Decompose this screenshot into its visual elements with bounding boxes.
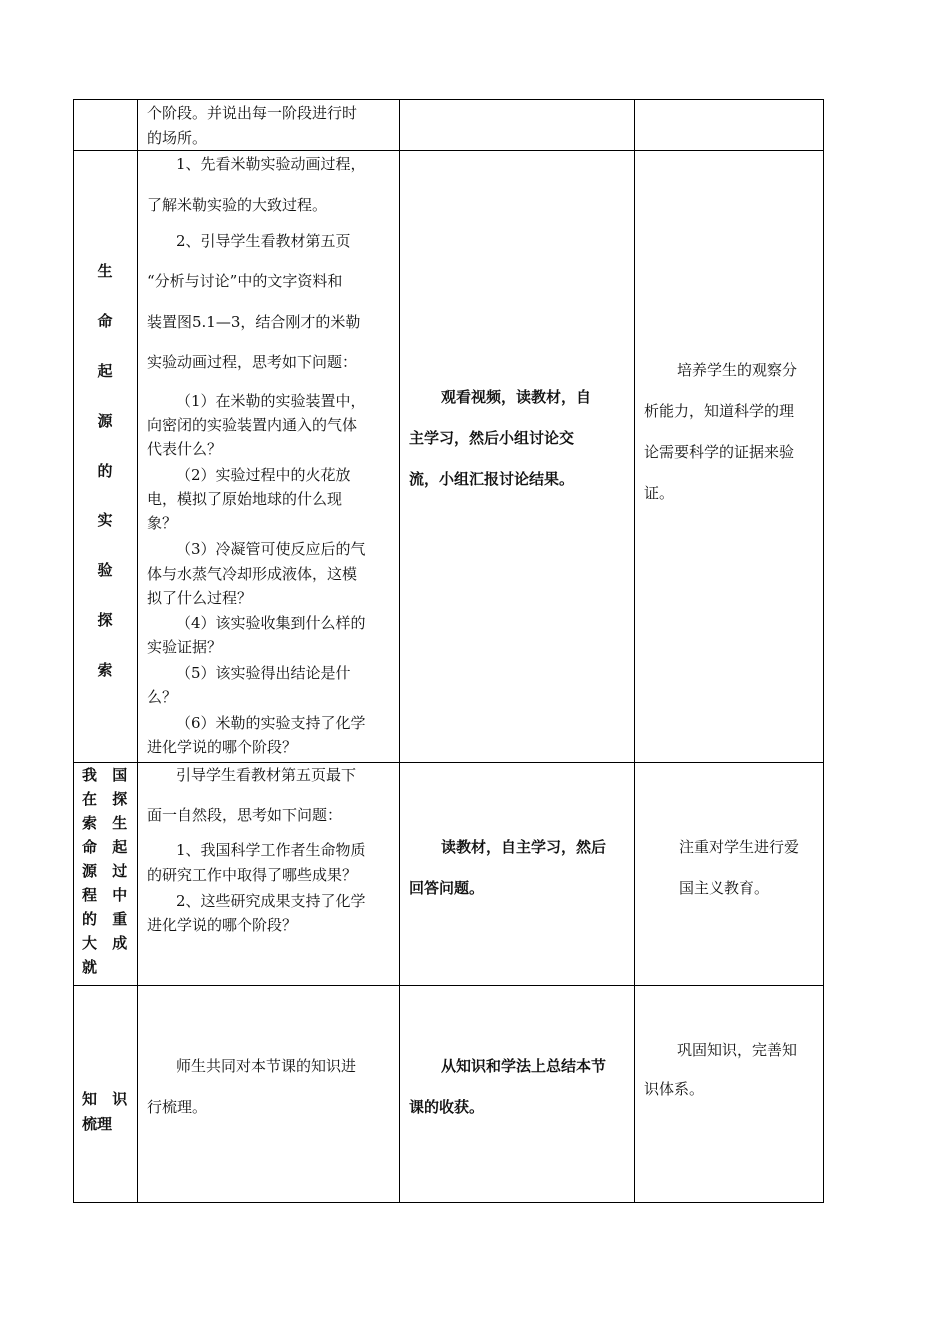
- row2-student-line: 读教材，自主学习，然后: [441, 838, 607, 856]
- row1-stage-char: 探: [97, 611, 113, 629]
- row-divider-1: [73, 150, 824, 151]
- row1-intent-line: 论需要科学的证据来验: [644, 443, 795, 461]
- row2-activity-line: 进化学说的哪个阶段？: [147, 916, 298, 934]
- table-border-left: [73, 99, 74, 1203]
- row-divider-2: [73, 762, 824, 763]
- table-border-top: [73, 99, 824, 100]
- row2-stage-line: 大 成: [82, 934, 133, 952]
- table-border-bottom: [73, 1202, 824, 1203]
- row2-activity-line: 引导学生看教材第五页最下: [176, 766, 357, 784]
- row1-stage-char: 源: [97, 412, 113, 430]
- row1-student-line: 流，小组汇报讨论结果。: [409, 470, 575, 488]
- row2-student-line: 回答问题。: [409, 879, 485, 897]
- row3-intent-line: 巩固知识，完善知: [677, 1041, 798, 1059]
- row3-stage-line: 知 识: [82, 1090, 133, 1108]
- row1-activity-line: 实验证据？: [147, 638, 223, 656]
- row3-student-line: 课的收获。: [409, 1098, 485, 1116]
- row1-stage-char: 验: [97, 561, 113, 579]
- row2-activity-line: 1、我国科学工作者生命物质: [176, 841, 366, 859]
- row1-stage-char: 命: [97, 312, 113, 330]
- row2-stage-line: 源 过: [82, 862, 133, 880]
- row2-stage-line: 我 国: [82, 766, 133, 784]
- row1-activity-line: 象？: [147, 514, 178, 532]
- row1-activity-line: 了解米勒实验的大致过程。: [147, 196, 328, 214]
- row1-activity-line: 实验动画过程，思考如下问题：: [147, 353, 358, 371]
- row2-stage-line: 程 中: [82, 886, 133, 904]
- row0-activity-line: 的场所。: [147, 129, 208, 147]
- col-divider-3: [634, 99, 635, 1203]
- row2-stage-line: 的 重: [82, 910, 133, 928]
- row1-activity-line: 进化学说的哪个阶段？: [147, 738, 298, 756]
- row1-activity-line: 1、先看米勒实验动画过程，: [176, 155, 366, 173]
- row1-activity-line: （6）米勒的实验支持了化学: [176, 714, 366, 732]
- row1-activity-line: 2、引导学生看教材第五页: [176, 232, 351, 250]
- row1-activity-line: （5）该实验得出结论是什: [176, 664, 351, 682]
- row-divider-3: [73, 985, 824, 986]
- row1-intent-line: 培养学生的观察分: [677, 361, 798, 379]
- row2-activity-line: 的研究工作中取得了哪些成果？: [147, 866, 358, 884]
- row3-activity-line: 行梳理。: [147, 1098, 208, 1116]
- row1-activity-line: 体与水蒸气冷却形成液体，这模: [147, 565, 358, 583]
- row2-stage-line: 在 探: [82, 790, 133, 808]
- row3-intent-line: 识体系。: [644, 1080, 705, 1098]
- row1-activity-line: （3）冷凝管可使反应后的气: [176, 540, 366, 558]
- row1-activity-line: 么？: [147, 688, 178, 706]
- col-divider-2: [399, 99, 400, 1203]
- row1-student-line: 主学习，然后小组讨论交: [409, 429, 575, 447]
- row3-activity-line: 师生共同对本节课的知识进: [176, 1057, 357, 1075]
- row1-activity-line: （1）在米勒的实验装置中，: [176, 392, 366, 410]
- row2-activity-line: 2、这些研究成果支持了化学: [176, 892, 366, 910]
- row2-stage-line: 命 起: [82, 838, 133, 856]
- row0-activity-line: 个阶段。并说出每一阶段进行时: [147, 104, 358, 122]
- row1-stage-char: 实: [97, 511, 113, 529]
- row1-intent-line: 析能力，知道科学的理: [644, 402, 795, 420]
- row1-student-line: 观看视频，读教材，自: [441, 388, 592, 406]
- row3-stage-line: 梳理: [82, 1115, 113, 1133]
- row1-activity-line: 向密闭的实验装置内通入的气体: [147, 416, 358, 434]
- row1-activity-line: 代表什么？: [147, 440, 223, 458]
- row2-stage-line: 就: [82, 958, 98, 976]
- row1-activity-line: 电，模拟了原始地球的什么现: [147, 490, 343, 508]
- row1-stage-char: 索: [97, 661, 113, 679]
- row2-intent-line: 注重对学生进行爱: [679, 838, 800, 856]
- row1-stage-char: 起: [97, 362, 113, 380]
- row1-activity-line: （4）该实验收集到什么样的: [176, 614, 366, 632]
- row3-student-line: 从知识和学法上总结本节: [441, 1057, 607, 1075]
- row2-intent-line: 国主义教育。: [679, 879, 770, 897]
- row1-activity-line: （2）实验过程中的火花放: [176, 466, 351, 484]
- row2-activity-line: 面一自然段，思考如下问题：: [147, 806, 343, 824]
- row2-stage-line: 索 生: [82, 814, 133, 832]
- col-divider-1: [137, 99, 138, 1203]
- table-border-right: [823, 99, 824, 1203]
- row1-activity-line: “分析与讨论”中的文字资料和: [147, 272, 343, 290]
- row1-stage-char: 生: [97, 262, 113, 280]
- row1-intent-line: 证。: [644, 484, 675, 502]
- row1-stage-char: 的: [97, 462, 113, 480]
- row1-activity-line: 拟了什么过程？: [147, 589, 253, 607]
- row1-activity-line: 装置图5.1—3，结合刚才的米勒: [147, 313, 361, 331]
